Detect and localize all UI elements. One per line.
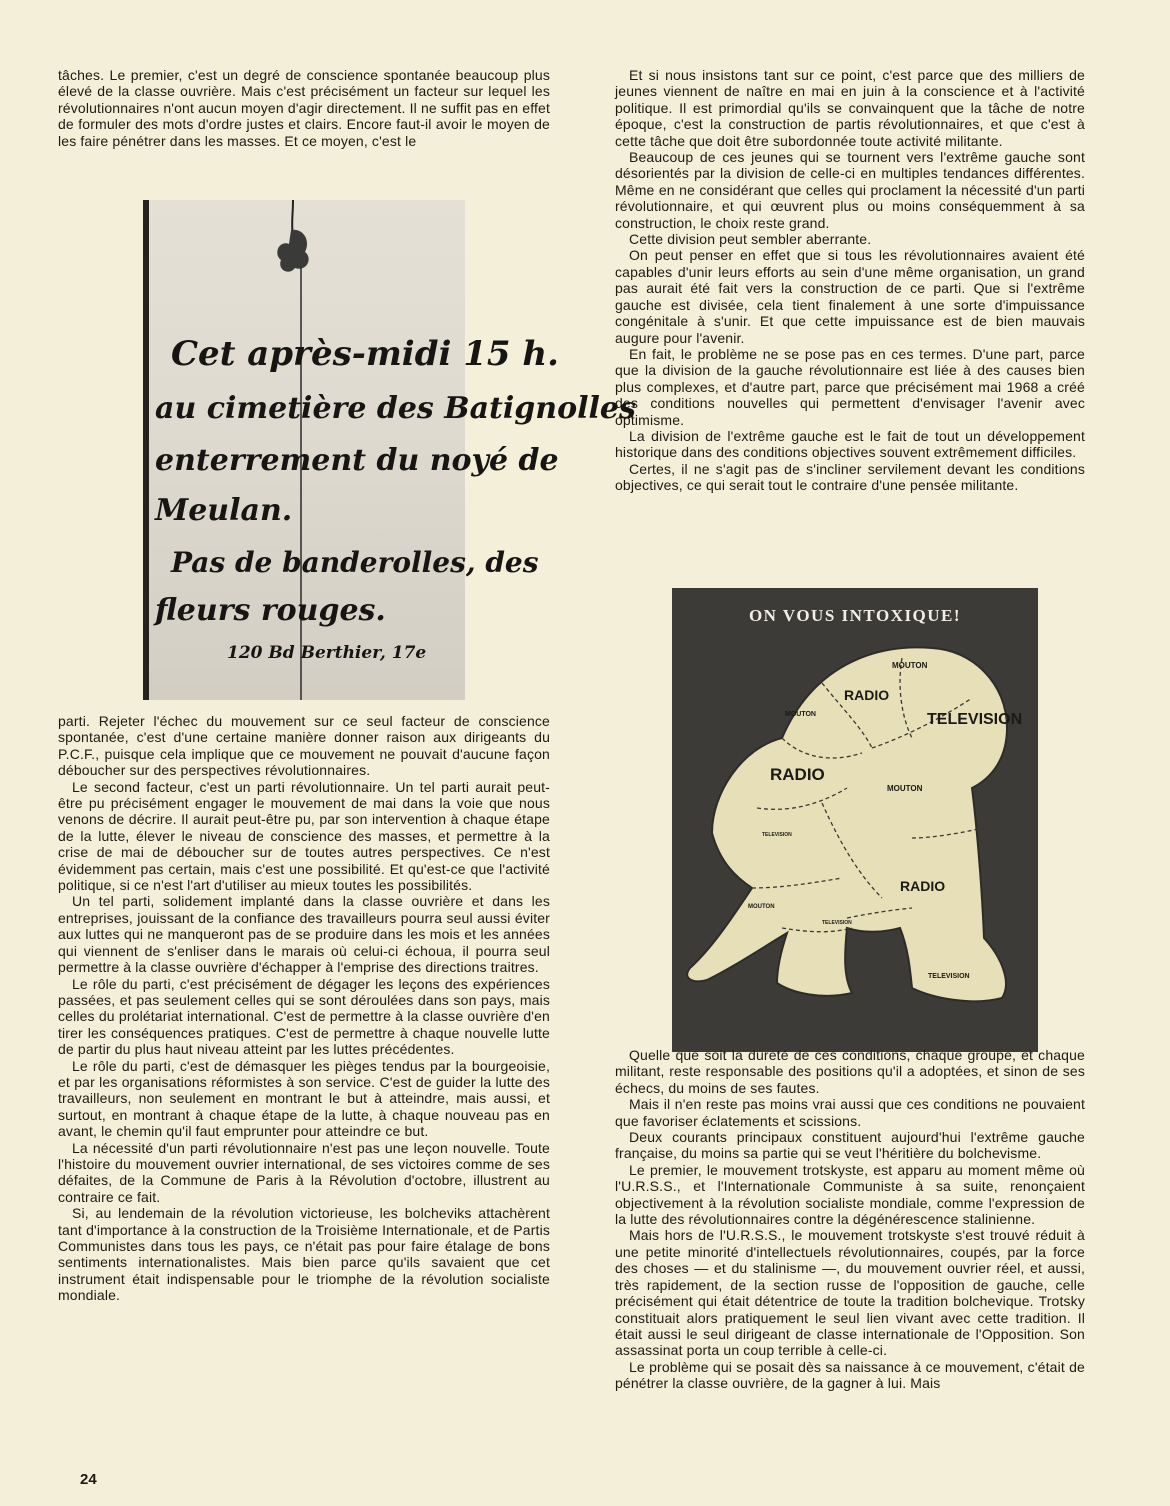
poster-label: MOUTON: [785, 711, 816, 718]
paragraph: parti. Rejeter l'échec du mouvement sur ce seul facteur de conscience spontanée, c'est d'une certaine manière donner raison aux dirigeants du P.C.F., puisque cela implique que ce mouvement ne pouvait d'aucune façon déboucher sur des perspectives révolutionnaires.: [58, 713, 550, 779]
banner-handwriting: [143, 200, 636, 700]
poster-label: TELEVISION: [927, 711, 1023, 728]
paragraph: tâches. Le premier, c'est un degré de conscience spontanée beaucoup plus élevé de la classe ouvrière. Mais c'est précisément un facteur sur lequel les révolutionnaires n'ont aucun moyen d'agir directement. Il ne suffit pas en effet de formuler des mots d'ordre justes et clairs. Encore faut-il avoir le moyen de les faire pénétrer dans les masses. Et ce moyen, c'est le: [58, 67, 550, 149]
left-column-bottom: [58, 713, 550, 1304]
right-column-top: [615, 67, 1085, 494]
paragraph: Beaucoup de ces jeunes qui se tournent vers l'extrême gauche sont désorientés par la division de celle-ci en multiples tendances différentes. Même en ne considérant que celles qui proclament la nécessité d'un parti révolutionnaire, et qui œuvrent plus ou moins conséquemment à sa construction, le choix reste grand.: [615, 149, 1085, 231]
poster-label: RADIO: [844, 687, 890, 703]
paragraph: Un tel parti, solidement implanté dans la classe ouvrière et dans les entreprises, jouissant de la confiance des travailleurs pourra seul aussi éviter aux luttes qui ne manqueront pas de se produire dans les mois et les années qui viennent de s'enliser dans le marais où celui-ci échoua, il pourra seul permettre à la classe ouvrière d'échapper à l'emprise des directions traitres.: [58, 893, 550, 976]
poster-label: MOUTON: [748, 904, 775, 910]
paragraph: Si, au lendemain de la révolution victorieuse, les bolcheviks attachèrent tant d'importance à la construction de la Troisième Internationale, et de Partis Communistes dans tous les pays, ce n'était pas pour faire étalage de bons sentiments internationalistes. Mais bien parce qu'ils savaient que cet instrument était indispensable pour le triomphe de la révolution socialiste mondiale.: [58, 1205, 550, 1304]
banner-line-7: 120 Bd Berthier, 17e: [227, 643, 427, 663]
paragraph: Le premier, le mouvement trotskyste, est apparu au moment même où l'U.R.S.S., et l'Internationale Communiste à sa suite, renonçaient objectivement à la révolution socialiste mondiale, comme l'expression de la lutte des révolutionnaires contre la dégénérescence stalinienne.: [615, 1161, 1085, 1228]
paragraph: La nécessité d'un parti révolutionnaire n'est pas une leçon nouvelle. Toute l'histoire du mouvement ouvrier international, de ses victoires comme de ses défaites, de la Commune de Paris à la Révolution d'octobre, illustrent au contraire ce fait.: [58, 1139, 550, 1205]
poster-label: RADIO: [770, 765, 825, 784]
paragraph: La division de l'extrême gauche est le fait de tout un développement historique dans des conditions objectives souvent extrêmement difficiles.: [615, 427, 1085, 461]
banner-line-1: Cet après-midi 15 h.: [171, 334, 559, 374]
page-number: 24: [80, 1471, 97, 1488]
paragraph: On peut penser en effet que si tous les révolutionnaires avaient été capables d'unir leurs efforts au sein d'une même organisation, un grand pas aurait été fait vers la construction de ce parti. Que si l'extrême gauche est divisée, cela tient finalement à une sorte d'impuissance congénitale à s'unir. Et que cette impuissance est de bien mauvais augure pour l'avenir.: [615, 247, 1085, 346]
paragraph: Le rôle du parti, c'est de démasquer les pièges tendus par la bourgeoisie, et par les organisations réformistes à son service. C'est de guider la lutte des travailleurs, non seulement en montrant le but à atteindre, mais aussi, et surtout, en montrant à chaque étape de la lutte, à chaque nouveau pas en avant, le chemin qu'il faut emprunter pour atteindre ce but.: [58, 1057, 550, 1140]
paragraph: Certes, il ne s'agit pas de s'incliner servilement devant les conditions objectives, ce qui serait tout le contraire d'une pensée militante.: [615, 460, 1085, 494]
paragraph: Quelle que soit la dureté de ces conditions, chaque groupe, et chaque militant, reste responsable des positions qu'il a adoptées, et sinon de ses échecs, du moins de ses fautes.: [615, 1047, 1085, 1096]
banner-line-2: au cimetière des Batignolles: [155, 391, 636, 426]
paragraph: Le rôle du parti, c'est précisément de dégager les leçons des expériences passées, et pas seulement celles qui se sont déroulées dans son pays, mais celles du prolétariat international. C'est de permettre à la classe ouvrière d'en tirer les conséquences pratiques. C'est de permettre à chaque nouvelle lutte de partir du plus haut niveau atteint par les luttes précédentes.: [58, 975, 550, 1058]
paragraph: Le second facteur, c'est un parti révolutionnaire. Un tel parti aurait peut-être pu précisément engager le mouvement de mai dans la voie que nous venons de décrire. Il aurait peut-être pu, par son intervention à chaque étape de la lutte, élever le niveau de conscience des masses, et permettre à la crise de mai de déboucher sur de toutes autres perspectives. Ce n'est évidemment pas certain, mais c'est une possibilité. Et qu'est-ce que l'activité politique, si ce n'est l'art d'utiliser au mieux toutes les possibilités.: [58, 778, 550, 894]
banner-line-4: Meulan.: [155, 493, 293, 528]
left-column-top: [58, 67, 550, 149]
poster-label: TELEVISION: [928, 973, 970, 980]
poster-label: TELEVISION: [762, 832, 792, 838]
poster-title: ON VOUS INTOXIQUE!: [748, 606, 962, 625]
paragraph: Cette division peut sembler aberrante.: [629, 231, 872, 248]
paragraph: En fait, le problème ne se pose pas en ces termes. D'une part, parce que la division de la gauche révolutionnaire est liée à des causes bien plus complexes, et d'autre part, parce que précisément mai 1968 a créé des conditions nouvelles qui permettent d'envisager l'avenir avec optimisme.: [615, 345, 1085, 428]
poster-label: RADIO: [900, 878, 946, 894]
paragraph: Deux courants principaux constituent aujourd'hui l'extrême gauche française, du moins sa partie qui se veut l'héritière du bolchevisme.: [615, 1129, 1085, 1162]
banner-line-3: enterrement du noyé de: [155, 443, 559, 478]
paragraph: Le problème qui se posait dès sa naissance à ce mouvement, c'était de pénétrer la classe ouvrière, de la gagner à lui. Mais: [615, 1358, 1085, 1392]
paragraph: Mais hors de l'U.R.S.S., le mouvement trotskyste s'est trouvé réduit à une petite minorité d'intellectuels révolutionnaires, coupés, par la force des choses — et du stalinisme —, du mouvement ouvrier réel, et aussi, très rapidement, de la section russe de l'opposition de gauche, celle précisément qui était détentrice de toute la tradition bolchevique. Trotsky constituait alors pratiquement le seul lien vivant avec cette tradition. Il était aussi le seul dirigeant de classe internationale de l'Opposition. Son assassinat porta un coup terrible à celle-ci.: [615, 1227, 1085, 1359]
poster-label: TELEVISION: [822, 920, 852, 926]
paragraph: Et si nous insistons tant sur ce point, c'est parce que des milliers de jeunes viennent de naître en mai en juin à la conscience et à l'activité politique. Il est primordial qu'ils se convainquent que la tâche de notre époque, c'est la construction de partis révolutionnaires, et que c'est à cette tâche que doit être subordonnée toute activité militante.: [615, 67, 1085, 149]
intoxication-poster: [672, 588, 1038, 1052]
banner-line-5: Pas de banderolles, des: [171, 546, 539, 579]
poster-illustration: [672, 588, 1038, 1052]
right-column-bottom: [615, 1047, 1085, 1392]
paragraph: Mais il n'en reste pas moins vrai aussi que ces conditions ne pouvaient que favoriser éclatements et scissions.: [615, 1096, 1085, 1129]
banner-line-6: fleurs rouges.: [155, 593, 386, 628]
banner-photo: [143, 200, 636, 700]
poster-label: MOUTON: [892, 661, 928, 670]
poster-label: MOUTON: [887, 784, 923, 793]
